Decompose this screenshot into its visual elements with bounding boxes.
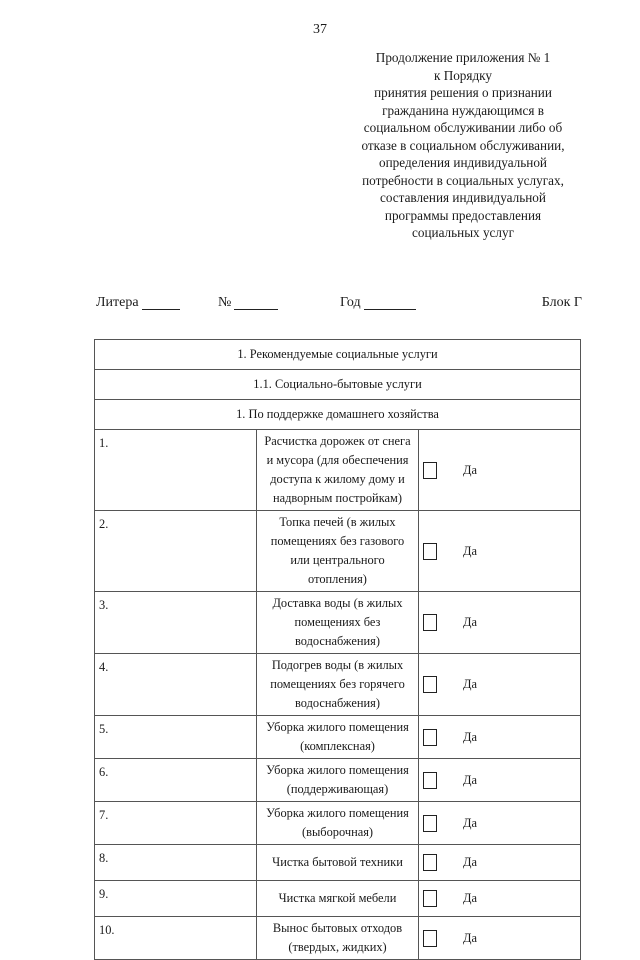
row-number: 8.: [95, 845, 257, 881]
service-name: Уборка жилого помещения (комплексная): [257, 716, 419, 759]
yes-label: Да: [463, 772, 477, 787]
page-number: 37: [313, 22, 327, 37]
litera-blank[interactable]: [142, 295, 180, 310]
service-name: Вынос бытовых отходов (твердых, жидких): [257, 917, 419, 960]
table-row: [95, 881, 581, 917]
yes-label: Да: [463, 815, 477, 830]
number-field: [218, 295, 231, 311]
table-row: [95, 592, 581, 654]
choice-cell: [419, 759, 581, 802]
checkbox[interactable]: [423, 890, 437, 907]
annex-line: Продолжение приложения № 1: [375, 50, 551, 65]
table-row: [95, 759, 581, 802]
choice-cell: [419, 430, 581, 511]
choice-cell: [419, 917, 581, 960]
yes-label: Да: [463, 930, 477, 945]
yes-label: Да: [463, 615, 477, 629]
checkbox[interactable]: [423, 676, 437, 693]
table-row: [95, 802, 581, 845]
annex-line: социальном обслуживании либо об: [363, 120, 563, 135]
services-table: [94, 339, 581, 960]
choice-cell: [419, 845, 581, 881]
service-name: Расчистка дорожек от снега и мусора (для обеспечения доступа к жилому дому и надворным постройкам): [257, 430, 419, 511]
service-name: Подогрев воды (в жилых помещениях без горячего водоснабжения): [257, 654, 419, 716]
checkbox[interactable]: [423, 854, 437, 871]
row-number: 2.: [95, 511, 257, 592]
choice-cell: [419, 802, 581, 845]
checkbox[interactable]: [423, 462, 437, 479]
yes-label: Да: [463, 855, 477, 869]
annex-line: определения индивидуальной: [379, 155, 547, 170]
litera-field: [96, 295, 139, 311]
table-header-social-household: 1.1. Социально-бытовые услуги: [95, 370, 581, 400]
service-name: Уборка жилого помещения (поддерживающая): [257, 759, 419, 802]
checkbox[interactable]: [423, 729, 437, 746]
choice-cell: [419, 654, 581, 716]
service-name: Чистка бытовой техники: [257, 845, 419, 881]
row-number: 5.: [95, 716, 257, 759]
checkbox[interactable]: [423, 930, 437, 947]
annex-line: составления индивидуальной: [380, 190, 546, 205]
service-name: Чистка мягкой мебели: [257, 881, 419, 917]
table-header-recommended: 1. Рекомендуемые социальные услуги: [95, 340, 581, 370]
annex-line: социальных услуг: [412, 225, 514, 240]
table-row: [95, 430, 581, 511]
annex-line: отказе в социальном обслуживании,: [361, 137, 565, 153]
yes-label: Да: [463, 462, 477, 477]
number-blank[interactable]: [234, 295, 278, 310]
annex-line: потребности в социальных услугах,: [362, 172, 564, 188]
year-blank[interactable]: [364, 295, 416, 310]
choice-cell: [419, 592, 581, 654]
number-label: №: [218, 295, 232, 310]
row-number: 10.: [95, 917, 257, 960]
choice-cell: [419, 511, 581, 592]
row-number: 7.: [95, 802, 257, 845]
block-label: Блок Г: [541, 295, 582, 310]
litera-label: Литера: [96, 295, 139, 310]
checkbox[interactable]: [423, 772, 437, 789]
table-row: [95, 654, 581, 716]
row-number: 9.: [95, 881, 257, 917]
row-number: 4.: [95, 654, 257, 716]
year-field: [340, 295, 361, 311]
annex-line: программы предоставления: [384, 207, 542, 223]
table-row: [95, 716, 581, 759]
choice-cell: [419, 716, 581, 759]
service-name: Топка печей (в жилых помещениях без газового или центрального отопления): [257, 511, 419, 592]
checkbox[interactable]: [423, 815, 437, 832]
row-number: 6.: [95, 759, 257, 802]
annex-reference: [338, 49, 588, 242]
annex-line: к Порядку: [433, 67, 492, 83]
yes-label: Да: [463, 543, 477, 558]
table-row: [95, 845, 581, 881]
service-name: Доставка воды (в жилых помещениях без водоснабжения): [257, 592, 419, 654]
year-label: Год: [340, 295, 361, 310]
yes-label: Да: [463, 891, 477, 905]
form-meta-line: [96, 295, 582, 315]
row-number: 3.: [95, 592, 257, 654]
yes-label: Да: [463, 729, 477, 744]
row-number: 1.: [95, 430, 257, 511]
service-name: Уборка жилого помещения (выборочная): [257, 802, 419, 845]
yes-label: Да: [463, 677, 477, 691]
choice-cell: [419, 881, 581, 917]
annex-line: принятия решения о признании: [374, 85, 552, 100]
checkbox[interactable]: [423, 614, 437, 631]
table-row: [95, 917, 581, 960]
annex-line: гражданина нуждающимся в: [382, 102, 544, 118]
checkbox[interactable]: [423, 543, 437, 560]
table-header-household-support: 1. По поддержке домашнего хозяйства: [95, 400, 581, 430]
table-row: [95, 511, 581, 592]
